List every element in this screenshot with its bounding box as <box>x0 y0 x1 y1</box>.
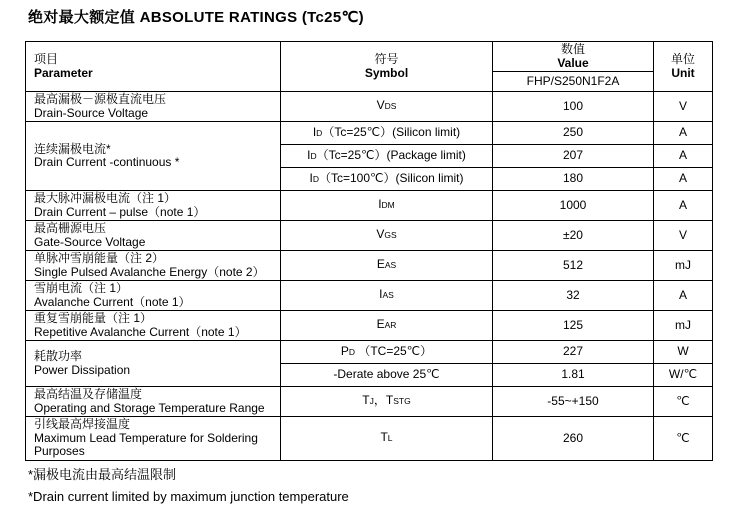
footnote-zh: *漏极电流由最高结温限制 <box>28 466 177 482</box>
table-row <box>26 341 713 364</box>
value-cell: 100 <box>493 92 654 122</box>
parameter-cell: 最高栅源电压 Gate-Source Voltage <box>26 221 281 251</box>
page-title: 绝对最大额定值 ABSOLUTE RATINGS (Tc25℃) <box>28 9 364 26</box>
symbol-cell: ID（Tc=100℃）(Silicon limit) <box>281 168 493 191</box>
table-row <box>26 387 713 417</box>
symbol-cell: EAS <box>281 251 493 281</box>
symbol-cell: TJ，TSTG <box>281 387 493 417</box>
value-cell: 1000 <box>493 191 654 221</box>
header-parameter-zh: 项目 <box>34 52 59 66</box>
value-cell: 180 <box>493 168 654 191</box>
unit-cell: V <box>654 221 713 251</box>
header-value <box>493 42 654 72</box>
header-symbol-zh: 符号 <box>374 52 399 66</box>
symbol-cell: IAS <box>281 281 493 311</box>
parameter-cell: 最大脉冲漏极电流（注 1） Drain Current – pulse（note 1） <box>26 191 281 221</box>
value-cell: 512 <box>493 251 654 281</box>
unit-cell: A <box>654 191 713 221</box>
value-cell: 125 <box>493 311 654 341</box>
symbol-cell: ID（Tc=25℃）(Package limit) <box>281 145 493 168</box>
symbol-cell: VDS <box>281 92 493 122</box>
unit-cell: mJ <box>654 311 713 341</box>
parameter-cell: 单脉冲雪崩能量（注 2） Single Pulsed Avalanche Energy（note 2） <box>26 251 281 281</box>
unit-cell: A <box>654 145 713 168</box>
value-cell: -55~+150 <box>493 387 654 417</box>
header-symbol <box>281 42 493 92</box>
unit-cell: A <box>654 168 713 191</box>
table-row <box>26 122 713 145</box>
header-parameter <box>26 42 281 92</box>
value-cell: 1.81 <box>493 364 654 387</box>
parameter-cell: 雪崩电流（注 1） Avalanche Current（note 1） <box>26 281 281 311</box>
absolute-ratings-table <box>25 41 713 461</box>
header-value-zh: 数值 <box>560 42 585 56</box>
table-row <box>26 311 713 341</box>
value-cell: ±20 <box>493 221 654 251</box>
table-row <box>26 281 713 311</box>
unit-cell: mJ <box>654 251 713 281</box>
symbol-cell: EAR <box>281 311 493 341</box>
parameter-cell: 重复雪崩能量（注 1） Repetitive Avalanche Current（note 1） <box>26 311 281 341</box>
header-symbol-en: Symbol <box>364 65 409 80</box>
symbol-cell: -Derate above 25℃ <box>281 364 493 387</box>
header-value-en: Value <box>557 55 589 70</box>
unit-cell: ℃ <box>654 417 713 461</box>
header-part-number: FHP/S250N1F2A <box>493 72 654 92</box>
unit-cell: W/℃ <box>654 364 713 387</box>
header-row <box>26 42 713 72</box>
header-unit-en: Unit <box>671 65 695 80</box>
value-cell: 260 <box>493 417 654 461</box>
ratings-table-body <box>26 92 713 461</box>
symbol-cell: VGS <box>281 221 493 251</box>
value-cell: 250 <box>493 122 654 145</box>
unit-cell: A <box>654 281 713 311</box>
symbol-cell: ID（Tc=25℃）(Silicon limit) <box>281 122 493 145</box>
parameter-cell: 最高结温及存储温度 Operating and Storage Temperature Range <box>26 387 281 417</box>
parameter-cell: 连续漏极电流* Drain Current -continuous * <box>26 122 281 191</box>
value-cell: 227 <box>493 341 654 364</box>
unit-cell: V <box>654 92 713 122</box>
parameter-cell: 引线最高焊接温度 Maximum Lead Temperature for Soldering Purposes <box>26 417 281 461</box>
symbol-cell: PD （TC=25℃） <box>281 341 493 364</box>
parameter-cell: 最高漏极－源极直流电压 Drain-Source Voltage <box>26 92 281 122</box>
symbol-cell: IDM <box>281 191 493 221</box>
unit-cell: ℃ <box>654 387 713 417</box>
parameter-cell: 耗散功率 Power Dissipation <box>26 341 281 387</box>
footnote-en: *Drain current limited by maximum junction temperature <box>28 488 349 504</box>
header-parameter-en: Parameter <box>34 65 93 80</box>
unit-cell: W <box>654 341 713 364</box>
table-row <box>26 417 713 461</box>
header-unit <box>654 42 713 92</box>
table-row <box>26 191 713 221</box>
table-row <box>26 251 713 281</box>
table-row <box>26 221 713 251</box>
value-cell: 32 <box>493 281 654 311</box>
symbol-cell: TL <box>281 417 493 461</box>
table-row <box>26 92 713 122</box>
value-cell: 207 <box>493 145 654 168</box>
unit-cell: A <box>654 122 713 145</box>
header-unit-zh: 单位 <box>670 52 695 66</box>
